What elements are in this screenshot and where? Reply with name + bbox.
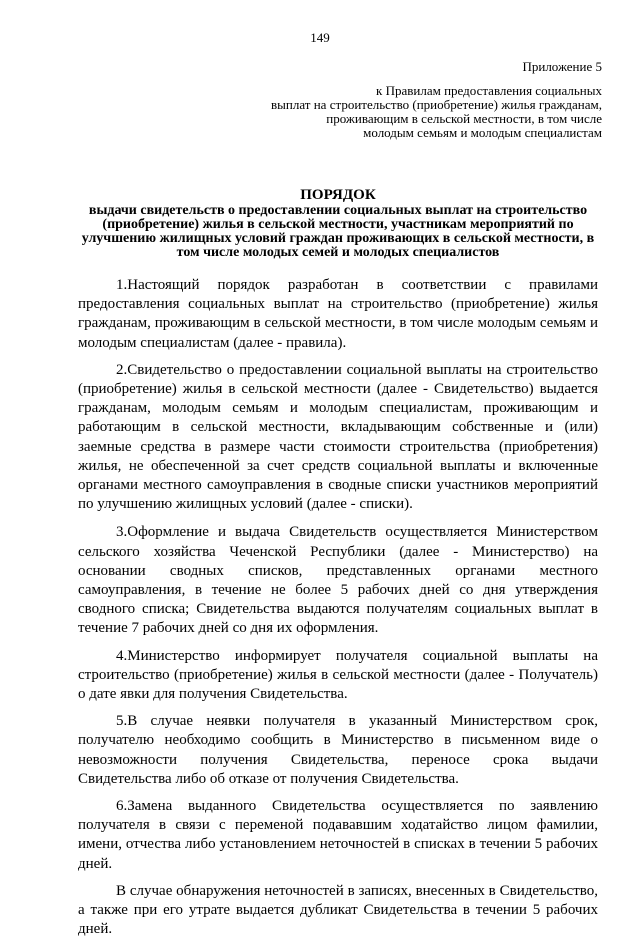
paragraph-3: 3.Оформление и выдача Свидетельств осуществляется Министерством сельского хозяйства Чеченской Республики (далее - Министерство) на основании сводных списков, представленных органами местного самоуправления, в течение не более 5 рабочих дней со дня утверждения сводного списка; Свидетельства выдаются получателям социальных выплат в течение 7 рабочих дней со дня их оформления. xyxy=(78,524,598,637)
appendix-title: Приложение 5 xyxy=(522,59,602,74)
document-heading xyxy=(78,186,598,260)
appendix-line: молодым семьям и молодым специалистам xyxy=(363,125,602,140)
document-subtitle: выдачи свидетельств о предоставлении социальных выплат на строительство (приобретение) жилья в сельской местности, участникам мероприятий по улучшению жилищных условий граждан проживающих в сельской местности, в том числе молодых семей и молодых специалистов xyxy=(81,203,595,260)
appendix-line: проживающим в сельской местности, в том числе xyxy=(326,111,602,126)
document-body xyxy=(78,276,598,948)
appendix-block xyxy=(242,60,602,140)
appendix-line: к Правилам предоставления социальных xyxy=(376,83,602,98)
paragraph-1: 1.Настоящий порядок разработан в соответствии с правилами предоставления социальных выплат на строительство (приобретение) жилья гражданам, проживающим в сельской местности, в том числе молодым семьям и молодым специалистам (далее - правила). xyxy=(78,277,598,351)
paragraph-5: 5.В случае неявки получателя в указанный Министерством срок, получателю необходимо сообщить в Министерство в письменном виде о невозможности получения Свидетельства, переносе срока выдачи Свидетельства либо об отказе от получения Свидетельства. xyxy=(78,713,598,787)
page-number: 149 xyxy=(310,30,330,45)
paragraph-2: 2.Свидетельство о предоставлении социальной выплаты на строительство (приобретение) жилья в сельской местности (далее - Свидетельство) выдается гражданам, молодым семьям и молодым специалистам, проживающим и работающим в сельской местности, вкладывающим собственные и (или) заемные средства в размере части стоимости строительства (приобретения) жилья, не обеспеченной за счет средств социальной выплаты и включенные органами местного самоуправления в сводные списки участников мероприятий по улучшению жилищных условий (далее - списки). xyxy=(78,361,598,513)
document-title: ПОРЯДОК xyxy=(300,187,376,203)
paragraph-7: В случае обнаружения неточностей в записях, внесенных в Свидетельство, а также при его утрате выдается дубликат Свидетельства в течении 5 рабочих дней. xyxy=(78,882,598,938)
paragraph-6: 6.Замена выданного Свидетельства осуществляется по заявлению получателя в связи с переменой подававшим ходатайство лицом фамилии, имени, отчества либо установлением неточностей в списках в течении 5 рабочих дней. xyxy=(78,798,598,872)
paragraph-4: 4.Министерство информирует получателя социальной выплаты на строительство (приобретение) жилья в сельской местности (далее - Получатель) о дате явки для получения Свидетельства. xyxy=(78,647,598,703)
appendix-line: выплат на строительство (приобретение) жилья гражданам, xyxy=(271,97,602,112)
